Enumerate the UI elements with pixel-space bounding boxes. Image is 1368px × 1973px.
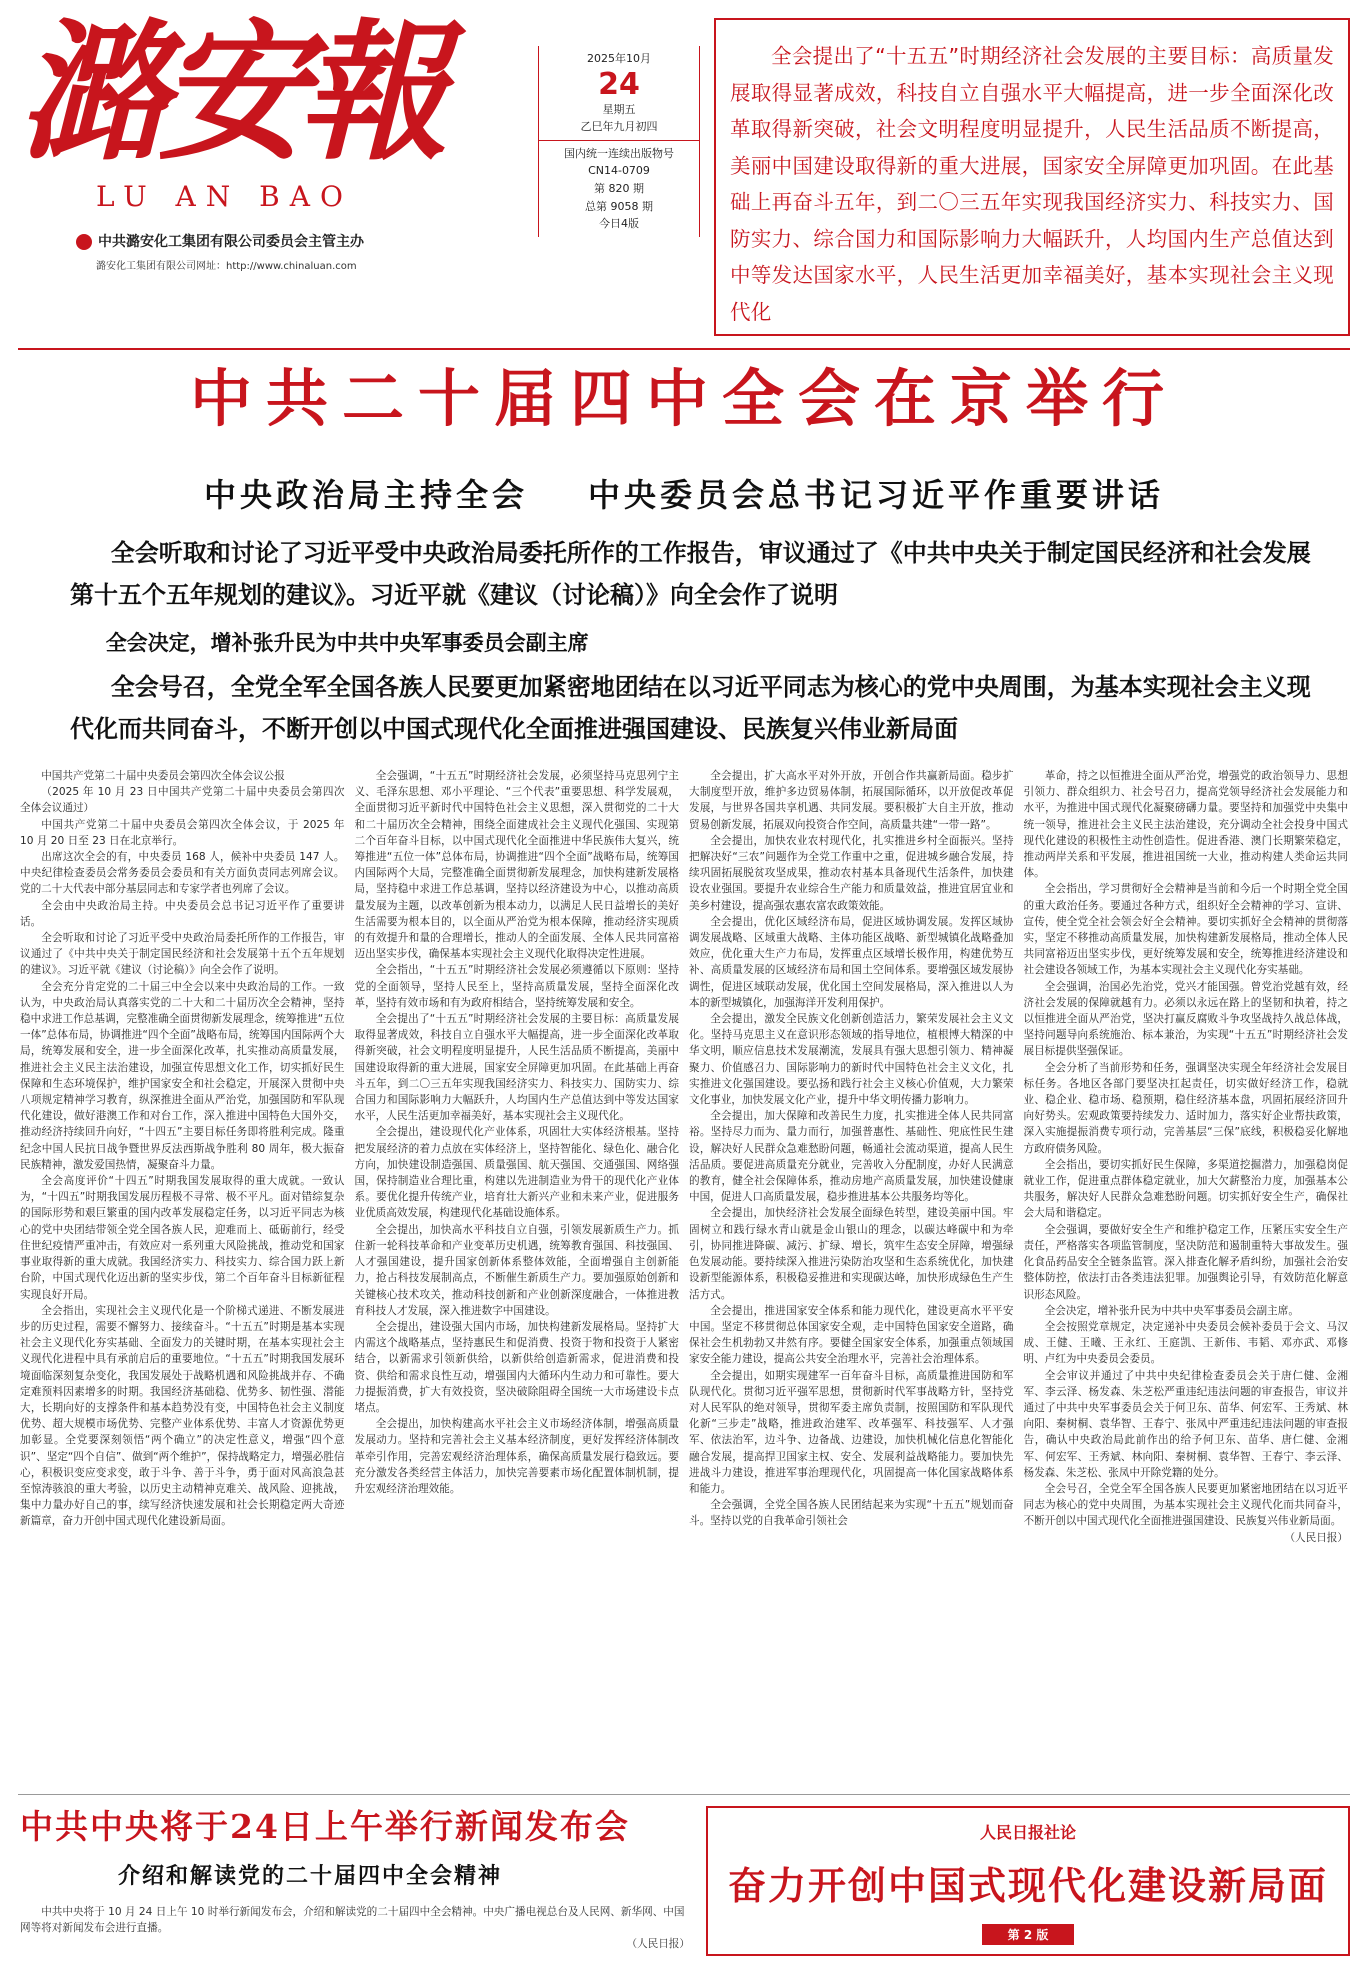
page-count: 今日4版	[599, 217, 639, 231]
body-paragraph: 全会强调，全党全国各族人民团结起来为实现“十五五”规划而奋斗。坚持以党的自我革命引领社会	[689, 1499, 1014, 1528]
date-line: 2025年10月	[587, 52, 651, 65]
body-column-2	[355, 768, 680, 1786]
body-paragraph: 全会提出，如期实现建军一百年奋斗目标，高质量推进国防和军队现代化。贯彻习近平强军思想，贯彻新时代军事战略方针，坚持党对人民军队的绝对领导，贯彻军委主席负责制，按照国防和军队现代化新“三步走”战略，推进政治建军、改革强军、科技强军、人才强军、依法治军，边斗争、边备战、边建设，加快机械化信息化智能化融合发展，提高捍卫国家主权、安全、发展利益战略能力。要加快先进战斗力建设，推进军事治理现代化，巩固提高一体化国家战略体系和能力。	[689, 1369, 1014, 1495]
body-paragraph: 出席这次全会的有，中央委员 168 人，候补中央委员 147 人。中央纪律检查委员会常务委员会委员和有关方面负责同志列席会议。党的二十大代表中部分基层同志和专家学者也列席了会议。	[20, 851, 345, 896]
body-paragraph: 全会提出，建设现代化产业体系，巩固壮大实体经济根基。坚持把发展经济的着力点放在实体经济上，坚持智能化、绿色化、融合化方向，加快建设制造强国、质量强国、航天强国、交通强国、网络强国，保持制造业合理比重，构建以先进制造业为骨干的现代化产业体系。要优化提升传统产业，培育壮大新兴产业和未来产业，促进服务业优质高效发展，构建现代化基础设施体系。	[354, 1126, 679, 1220]
bottom-divider	[18, 1794, 1350, 1795]
body-paragraph: 全会提出，建设强大国内市场，加快构建新发展格局。坚持扩大内需这个战略基点，坚持惠民生和促消费、投资于物和投资于人紧密结合，以新需求引领新供给，以新供给创造新需求，促进消费和投资、供给和需求良性互动，增强国内大循环内生动力和可靠性。要大力提振消费，扩大有效投资，坚决破除阻碍全国统一大市场建设卡点堵点。	[354, 1320, 679, 1414]
body-paragraph: （人民日报）	[1284, 1531, 1348, 1544]
body-paragraph: 全会强调，治国必先治党，党兴才能国强。曾党治党越有效，经济社会发展的保障就越有力。必须以永远在路上的坚韧和执着，持之以恒推进全面从严治党，坚决打赢反腐败斗争攻坚战持久战总体战，坚持问题导向系统施治、标本兼治，为实现“十五五”时期经济社会发展目标提供坚强保证。	[1023, 980, 1348, 1058]
masthead-title: 潞安報	[18, 5, 439, 181]
editorial-kicker: 人民日报社论	[979, 1823, 1076, 1842]
body-paragraph: 全会提出了“十五五”时期经济社会发展的主要目标：高质量发展取得显著成效，科技自立自强水平大幅提高，进一步全面深化改革取得新突破，社会文明程度明显提升，人民生活品质不断提高，美丽中国建设取得新的重大进展，国家安全屏障更加巩固。在此基础上再奋斗五年，到二〇三五年实现我国经济实力、科技实力、国防实力、综合国力和国际影响力大幅跃升，人均国内生产总值达到中等发达国家水平，人民生活更加幸福美好，基本实现社会主义现代化。	[354, 1013, 679, 1123]
body-column-3	[689, 768, 1014, 1786]
body-paragraph: 全会提出，加快构建高水平社会主义市场经济体制，增强高质量发展动力。坚持和完善社会主义基本经济制度，更好发挥经济体制改革牵引作用，完善宏观经济治理体系，确保高质量发展行稳致远。要充分激发各类经营主体活力，加快完善要素市场化配置体制机制，提升宏观经济治理效能。	[354, 1418, 679, 1495]
sponsor-line: 中共潞安化工集团有限公司委员会主管主办	[98, 234, 364, 250]
body-paragraph: 中国共产党第二十届中央委员会第四次全体会议，于 2025 年 10 月 20 日至 23 日在北京举行。	[20, 818, 345, 847]
body-paragraph: 革命，持之以恒推进全面从严治党，增强党的政治领导力、思想引领力、群众组织力、社会号召力，提高党领导经济社会发展能力和水平，为推进中国式现代化凝聚磅礴力量。要坚持和加强党中央集中统一领导，推进社会主义民主法治建设，充分调动全社会投身中国式现代化建设的积极性主动性创造性。促进香港、澳门长期繁荣稳定，推动两岸关系和平发展，推进祖国统一大业，推动构建人类命运共同体。	[1023, 770, 1348, 880]
body-paragraph: 全会听取和讨论了习近平受中央政治局委托所作的工作报告，审议通过了《中共中央关于制定国民经济和社会发展第十五个五年规划的建议》。习近平就《建议（讨论稿）》向全会作了说明。	[20, 932, 345, 977]
body-column-4	[1024, 768, 1349, 1786]
issue-number: 第 820 期	[594, 181, 644, 195]
website-line: 潞安化工集团有限公司网址：http://www.chinaluan.com	[96, 261, 357, 272]
body-paragraph: 全会提出，扩大高水平对外开放，开创合作共赢新局面。稳步扩大制度型开放，维护多边贸易体制，拓展国际循环，以开放促改革促发展，与世界各国共享机遇、共同发展。要积极扩大自主开放，推动贸易创新发展，拓展双向投资合作空间，高质量共建“一带一路”。	[689, 770, 1014, 831]
communique-body	[20, 768, 1348, 1786]
body-paragraph: 全会指出，实现社会主义现代化是一个阶梯式递进、不断发展进步的历史过程，需要不懈努力、接续奋斗。“十五五”时期是基本实现社会主义现代化夯实基础、全面发力的关键时期，在基本实现社会主义现代化进程中具有承前启后的重要地位。“十五五”时期我国发展环境面临深刻复杂变化，我国发展处于战略机遇和风险挑战并存、不确定难预料因素增多的时期。我国经济基础稳、优势多、韧性强、潜能大，长期向好的支撑条件和基本趋势没有变，中国特色社会主义制度优势、超大规模市场优势、完整产业体系优势、丰富人才资源优势更加彰显。全党要深刻领悟“两个确立”的决定性意义，增强“四个意识”、坚定“四个自信”、做到“两个维护”，保持战略定力，增强必胜信心，积极识变应变求变，敢于斗争、善于斗争，勇于面对风高浪急甚至惊涛骇浪的重大考验，以历史主动精神克难关、战风险、迎挑战，集中力量办好自己的事，续写经济快速发展和社会长期稳定两大奇迹新篇章，奋力开创中国式现代化建设新局面。	[20, 1304, 345, 1528]
serial-label: 国内统一连续出版物号	[539, 140, 699, 163]
deck-appointment: 全会决定，增补张升民为中共中央军事委员会副主席	[105, 631, 589, 655]
body-paragraph: 中国共产党第二十届中央委员会第四次全体会议公报	[41, 770, 285, 782]
serial-code: CN14-0709	[588, 164, 650, 178]
press-conference-notice	[20, 1806, 690, 1951]
masthead-logo	[18, 5, 518, 272]
body-paragraph: 全会提出，加大保障和改善民生力度，扎实推进全体人民共同富裕。坚持尽力而为、量力而行，加强普惠性、基础性、兜底性民生建设，解决好人民群众急难愁盼问题，畅通社会流动渠道，提高人民生活品质。要促进高质量充分就业，完善收入分配制度，办好人民满意的教育，健全社会保障体系，推动房地产高质量发展，加快建设健康中国，促进人口高质量发展，稳步推进基本公共服务均等化。	[689, 1110, 1014, 1204]
deck-call: 全会号召，全党全军全国各族人民要更加紧密地团结在以习近平同志为核心的党中央周围，为基本实现社会主义现代化而共同奋斗，不断开创以中国式现代化全面推进强国建设、民族复兴伟业新局面	[70, 673, 1311, 743]
body-paragraph: 全会提出，加快经济社会发展全面绿色转型，建设美丽中国。牢固树立和践行绿水青山就是金山银山的理念，以碳达峰碳中和为牵引，协同推进降碳、减污、扩绿、增长，筑牢生态安全屏障，增强绿色发展动能。要持续深入推进污染防治攻坚和生态系统优化，加快建设新型能源体系，积极稳妥推进和实现碳达峰，加快形成绿色生产生活方式。	[689, 1207, 1014, 1301]
body-paragraph: 全会审议并通过了中共中央纪律检查委员会关于唐仁健、金湘军、李云泽、杨发森、朱芝松严重违纪违法问题的审查报告，审议并通过了中共中央军事委员会关于何卫东、苗华、何宏军、王秀斌、林向阳、秦树桐、袁华智、王春宁、张凤中严重违纪违法问题的审查报告，确认中央政治局此前作出的给予何卫东、苗华、唐仁健、金湘军、何宏军、王秀斌、林向阳、秦树桐、袁华智、王春宁、李云泽、杨发森、朱芝松、张凤中开除党籍的处分。	[1023, 1369, 1348, 1479]
body-paragraph: 全会高度评价“十四五”时期我国发展取得的重大成就。一致认为，“十四五”时期我国发展历程极不寻常、极不平凡。面对错综复杂的国际形势和艰巨繁重的国内改革发展稳定任务，以习近平同志为核心的党中央团结带领全党全国各族人民，迎难而上、砥砺前行，经受住世纪疫情严重冲击，有效应对一系列重大风险挑战，推动党和国家事业取得新的重大成就。我国经济实力、科技实力、综合国力跃上新台阶，中国式现代化迈出新的坚实步伐，第二个百年奋斗目标新征程实现良好开局。	[20, 1175, 345, 1301]
sub-headline-left: 中央政治局主持全会	[203, 476, 528, 514]
body-column-1	[20, 768, 345, 1786]
goals-box	[714, 18, 1350, 336]
masthead-divider	[18, 348, 1350, 350]
body-paragraph: 全会充分肯定党的二十届三中全会以来中央政治局的工作。一致认为，中央政治局认真落实党的二十大和二十届历次全会精神，坚持稳中求进工作总基调，完整准确全面贯彻新发展理念，统筹推进“五位一体”总体布局，协调推进“四个全面”战略布局，统筹国内国际两个大局，统筹发展和安全，进一步全面深化改革，扎实推动高质量发展，推进社会主义民主法治建设，加强宣传思想文化工作，切实抓好民生保障和生态环境保护，维护国家安全和社会稳定，开展深入贯彻中央八项规定精神学习教育，纵深推进全面从严治党，加强国防和军队现代化建设，做好港澳工作和对台工作，深入推进中国特色大国外交，推动经济持续回升向好，“十四五”主要目标任务即将胜利完成。隆重纪念中国人民抗日战争暨世界反法西斯战争胜利 80 周年，极大振奋民族精神，激发爱国热情，凝聚奋斗力量。	[20, 980, 345, 1171]
weekday: 星期五	[602, 102, 636, 116]
editorial-box[interactable]	[706, 1806, 1350, 1956]
editorial-page-badge[interactable]: 第 2 版	[982, 1924, 1075, 1945]
editorial-title[interactable]: 奋力开创中国式现代化建设新局面	[727, 1864, 1328, 1908]
body-paragraph: 全会提出，加快农业农村现代化，扎实推进乡村全面振兴。坚持把解决好“三农”问题作为全党工作重中之重，促进城乡融合发展，持续巩固拓展脱贫攻坚成果，推动农村基本具备现代生活条件，加快建设农业强国。要提升农业综合生产能力和质量效益，推进宜居宜业和美乡村建设，提高强农惠农富农政策效能。	[689, 834, 1014, 912]
body-paragraph: 全会提出，加快高水平科技自立自强，引领发展新质生产力。抓住新一轮科技革命和产业变革历史机遇，统筹教育强国、科技强国、人才强国建设，提升国家创新体系整体效能，全面增强自主创新能力，抢占科技发展制高点，不断催生新质生产力。要加强原始创新和关键核心技术攻关，推动科技创新和产业创新深度融合，一体推进教育科技人才发展，深入推进数字中国建设。	[354, 1223, 679, 1317]
masthead-pinyin: LU AN BAO	[96, 180, 353, 213]
sub-headline	[18, 470, 1350, 516]
body-paragraph: 全会分析了当前形势和任务，强调坚决实现全年经济社会发展目标任务。各地区各部门要坚决扛起责任，切实做好经济工作，稳就业、稳企业、稳市场、稳预期，稳住经济基本盘，巩固拓展经济回升向好势头。宏观政策要持续发力、适时加力，落实好企业帮扶政策，深入实施提振消费专项行动，完善基层“三保”底线，积极稳妥化解地方政府债务风险。	[1023, 1061, 1348, 1155]
date-day: 24	[598, 66, 640, 102]
body-paragraph: 全会强调，“十五五”时期经济社会发展，必须坚持马克思列宁主义、毛泽东思想、邓小平理论、“三个代表”重要思想、科学发展观，全面贯彻习近平新时代中国特色社会主义思想，深入贯彻党的二十大和二十届历次全会精神，围绕全面建成社会主义现代化强国、实现第二个百年奋斗目标，以中国式现代化全面推进中华民族伟大复兴，统筹推进“五位一体”总体布局，协调推进“四个全面”战略布局，统筹国内国际两个大局，完整准确全面贯彻新发展理念，加快构建新发展格局，坚持稳中求进工作总基调，坚持以经济建设为中心，以推动高质量发展为主题，以改革创新为根本动力，以满足人民日益增长的美好生活需要为根本目的，以全面从严治党为根本保障，推动经济实现质的有效提升和量的合理增长，推动人的全面发展、全体人民共同富裕迈出坚实步伐，确保基本实现社会主义现代化取得决定性进展。	[354, 770, 679, 961]
press-body: 中共中央将于 10 月 24 日上午 10 时举行新闻发布会，介绍和解读党的二十届四中全会精神。中央广播电视总台及人民网、新华网、中国网等将对新闻发布会进行直播。	[20, 1905, 685, 1934]
sub-headline-right: 中央委员会总书记习近平作重要讲话	[588, 476, 1165, 514]
body-paragraph: 全会提出，推进国家安全体系和能力现代化，建设更高水平平安中国。坚定不移贯彻总体国家安全观，走中国特色国家安全道路，确保社会生机勃勃又井然有序。要健全国家安全体系，加强重点领域国家安全能力建设，提高公共安全治理水平，完善社会治理体系。	[689, 1304, 1014, 1366]
body-paragraph: 全会指出，“十五五”时期经济社会发展必须遵循以下原则：坚持党的全面领导，坚持人民至上，坚持高质量发展，坚持全面深化改革，坚持有效市场和有为政府相结合，坚持统筹发展和安全。	[354, 964, 679, 1009]
deck-report: 全会听取和讨论了习近平受中央政治局委托所作的工作报告，审议通过了《中共中央关于制定国民经济和社会发展第十五个五年规划的建议》。习近平就《建议（讨论稿）》向全会作了说明	[70, 539, 1311, 609]
goals-text: 全会提出了“十五五”时期经济社会发展的主要目标：高质量发展取得显著成效，科技自立自强水平大幅提高，进一步全面深化改革取得新突破，社会文明程度明显提升，人民生活品质不断提高，美丽中国建设取得新的重大进展，国家安全屏障更加巩固。在此基础上再奋斗五年，到二〇三五年实现我国经济实力、科技实力、国防实力、综合国力和国际影响力大幅跃升，人均国内生产总值达到中等发达国家水平，人民生活更加幸福美好，基本实现社会主义现代化	[730, 44, 1334, 324]
main-headline: 中共二十届四中全会在京举行	[189, 362, 1178, 435]
body-paragraph: 全会号召，全党全军全国各族人民要更加紧密地团结在以习近平同志为核心的党中央周围，为基本实现社会主义现代化而共同奋斗，不断开创以中国式现代化全面推进强国建设、民族复兴伟业新局面。	[1023, 1482, 1348, 1528]
body-paragraph: （2025 年 10 月 23 日中国共产党第二十届中央委员会第四次全体会议通过）	[20, 786, 345, 815]
body-paragraph: 全会按照党章规定，决定递补中央委员会候补委员于会文、马汉成、王健、王曦、王永红、王庭凯、王新伟、韦韬、邓亦武、邓修明、卢红为中央委员会委员。	[1023, 1320, 1348, 1366]
press-source: （人民日报）	[626, 1937, 690, 1950]
body-paragraph: 全会由中央政治局主持。中央委员会总书记习近平作了重要讲话。	[20, 899, 345, 928]
body-paragraph: 全会指出，学习贯彻好全会精神是当前和今后一个时期全党全国的重大政治任务。要通过各种方式，组织好全会精神的学习、宣讲、宣传，使全党全社会领会好全会精神。要切实抓好全会精神的贯彻落实，坚定不移推动高质量发展，加快构建新发展格局，推动全体人民共同富裕迈出坚实步伐，更好统筹发展和安全，统筹推进经济建设和社会建设各领域工作，为基本实现社会主义现代化夯实基础。	[1023, 883, 1348, 977]
body-paragraph: 全会强调，要做好安全生产和维护稳定工作，压紧压实安全生产责任，严格落实各项监管制度，坚决防范和遏制重特大事故发生。强化食品药品安全全链条监管。深入排查化解矛盾纠纷，加强社会治安整体防控，依法打击各类违法犯罪。加强舆论引导，有效防范化解意识形态风险。	[1023, 1223, 1348, 1301]
press-subtitle: 介绍和解读党的二十届四中全会精神	[118, 1863, 503, 1889]
issue-info	[538, 46, 700, 237]
press-title: 中共中央将于24日上午举行新闻发布会	[20, 1807, 630, 1846]
body-paragraph: 全会指出，要切实抓好民生保障，多渠道挖掘潜力，加强稳岗促就业工作，促进重点群体稳定就业，加大欠薪整治力度，加强基本公共服务，解决好人民群众急难愁盼问题。切实抓好安全生产，确保社会大局和谐稳定。	[1023, 1158, 1348, 1220]
total-issue-number: 总第 9058 期	[585, 199, 653, 213]
party-emblem-icon	[76, 234, 92, 250]
body-paragraph: 全会提出，优化区域经济布局，促进区域协调发展。发挥区域协调发展战略、区域重大战略、主体功能区战略、新型城镇化战略叠加效应，优化重大生产力布局，发挥重点区域增长极作用，构建优势互补、高质量发展的区域经济布局和国土空间体系。要增强区域发展协调性，促进区域联动发展，优化国土空间发展格局，深入推进以人为本的新型城镇化，加强海洋开发利用保护。	[689, 915, 1014, 1009]
lunar-date: 乙巳年九月初四	[580, 120, 658, 134]
body-paragraph: 全会提出，激发全民族文化创新创造活力，繁荣发展社会主义文化。坚持马克思主义在意识形态领域的指导地位，植根博大精深的中华文明，顺应信息技术发展潮流，发展具有强大思想引领力、精神凝聚力、价值感召力、国际影响力的新时代中国特色社会主义文化，扎实推进文化强国建设。要弘扬和践行社会主义核心价值观，大力繁荣文化事业，加快发展文化产业，提升中华文明传播力影响力。	[689, 1013, 1014, 1107]
body-paragraph: 全会决定，增补张升民为中共中央军事委员会副主席。	[1044, 1304, 1299, 1317]
